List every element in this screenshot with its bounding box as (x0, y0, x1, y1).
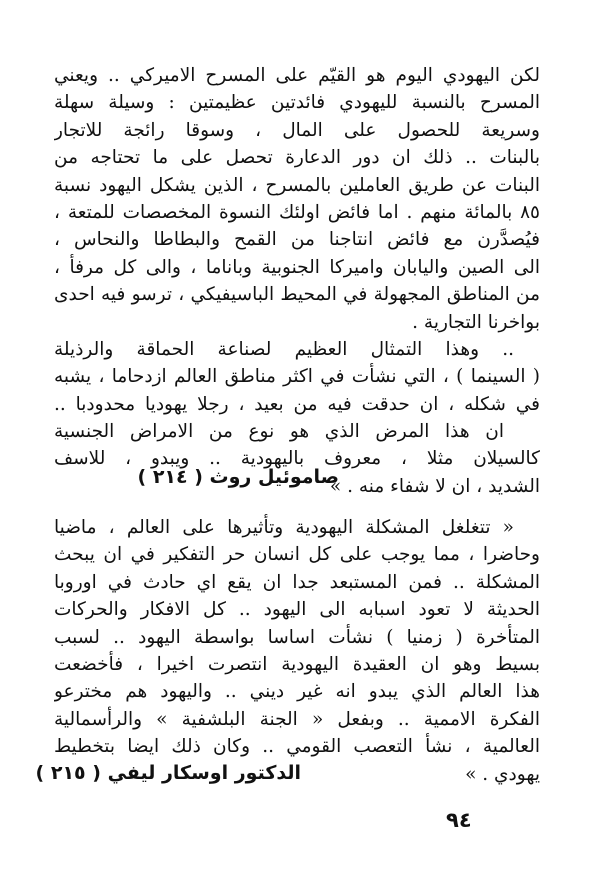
text-line: في شكله ، ان حدقت فيه من بعيد ، رجلا يهوديا محدودبا .. (54, 393, 540, 415)
text-line: الحديثة لا تعود اسبابه الى اليهود .. كل الافكار والحركات (54, 599, 540, 621)
text-line: هذا العالم الذي يبدو انه غير ديني .. واليهود هم مخترعو (54, 681, 540, 703)
text-line: ( السينما ) ، التي نشأت في اكثر مناطق العالم ازدحاما ، يشبه (54, 366, 540, 388)
paragraph-samuel-roth (54, 62, 540, 500)
text-line: البنات عن طريق العاملين بالمسرح ، الذين يشكل اليهود نسبة (54, 174, 540, 196)
text-line: فيُصدَّرن مع فائض انتاجنا من القمح والبطاطا والنحاس ، (54, 229, 540, 251)
text-line: وحاضرا ، مما يوجب على كل انسان حر التفكير في ان يبحث (54, 544, 540, 566)
text-line: وسريعة للحصول على المال ، وسوقا رائجة للاتجار (54, 119, 540, 141)
text-line: المسرح بالنسبة لليهودي فائدتين عظيمتين : وسيلة سهلة (54, 92, 540, 114)
text-line: .. وهذا التمثال العظيم لصناعة الحماقة والرذيلة (54, 338, 514, 360)
text-line: الى الصين واليابان واميركا الجنوبية وباناما ، والى كل مرفأ ، (54, 256, 540, 278)
text-line: ٨٥ بالمائة منهم . اما فائض اولئك النسوة المخصصات للمتعة ، (54, 201, 540, 223)
text-line: ان هذا المرض الذي هو نوع من الامراض الجنسية (54, 421, 504, 443)
text-line: بواخرنا التجارية . (412, 311, 540, 333)
text-line: كالسيلان مثلا ، معروف باليهودية .. ويبدو ، للاسف (54, 448, 540, 470)
text-line: الشديد ، ان لا شفاء منه . » (329, 475, 540, 497)
text-line: العالمية ، نشأ التعصب القومي .. وكان ذلك ايضا بتخطيط (54, 736, 540, 758)
text-line: من المناطق المجهولة في المحيط الباسيفيكي ، ترسو فيه احدى (54, 284, 540, 306)
page-number: ٩٤ (446, 808, 472, 832)
text-line: « تتغلغل المشكلة اليهودية وتأثيرها على العالم ، ماضيا (54, 517, 514, 538)
text-line: الفكرة الاممية .. وبفعل « الجنة البلشفية » والرأسمالية (54, 708, 540, 730)
attribution-samuel-roth: صاموئيل روث ( ٢١٤ ) (137, 466, 339, 488)
text-line: لكن اليهودي اليوم هو القيّم على المسرح الاميركي .. ويعني (54, 65, 540, 86)
text-line: بالبنات .. ذلك ان دور الدعارة تحصل على ما تحتاجه من (54, 147, 540, 169)
text-line: بسيط وهو ان العقيدة اليهودية انتصرت اخيرا ، فأخضعت (54, 653, 540, 675)
text-line: يهودي . » (465, 763, 540, 785)
attribution-oscar-levy: الدكتور اوسكار ليفي ( ٢١٥ ) (35, 762, 301, 784)
paragraph-oscar-levy (54, 514, 540, 788)
text-line: المشكلة .. فمن المستبعد جدا ان يقع اي حادث في اوروبا (54, 571, 540, 593)
text-line: المتأخرة ( زمنيا ) نشأت اساسا بواسطة اليهود .. لسبب (54, 626, 540, 648)
